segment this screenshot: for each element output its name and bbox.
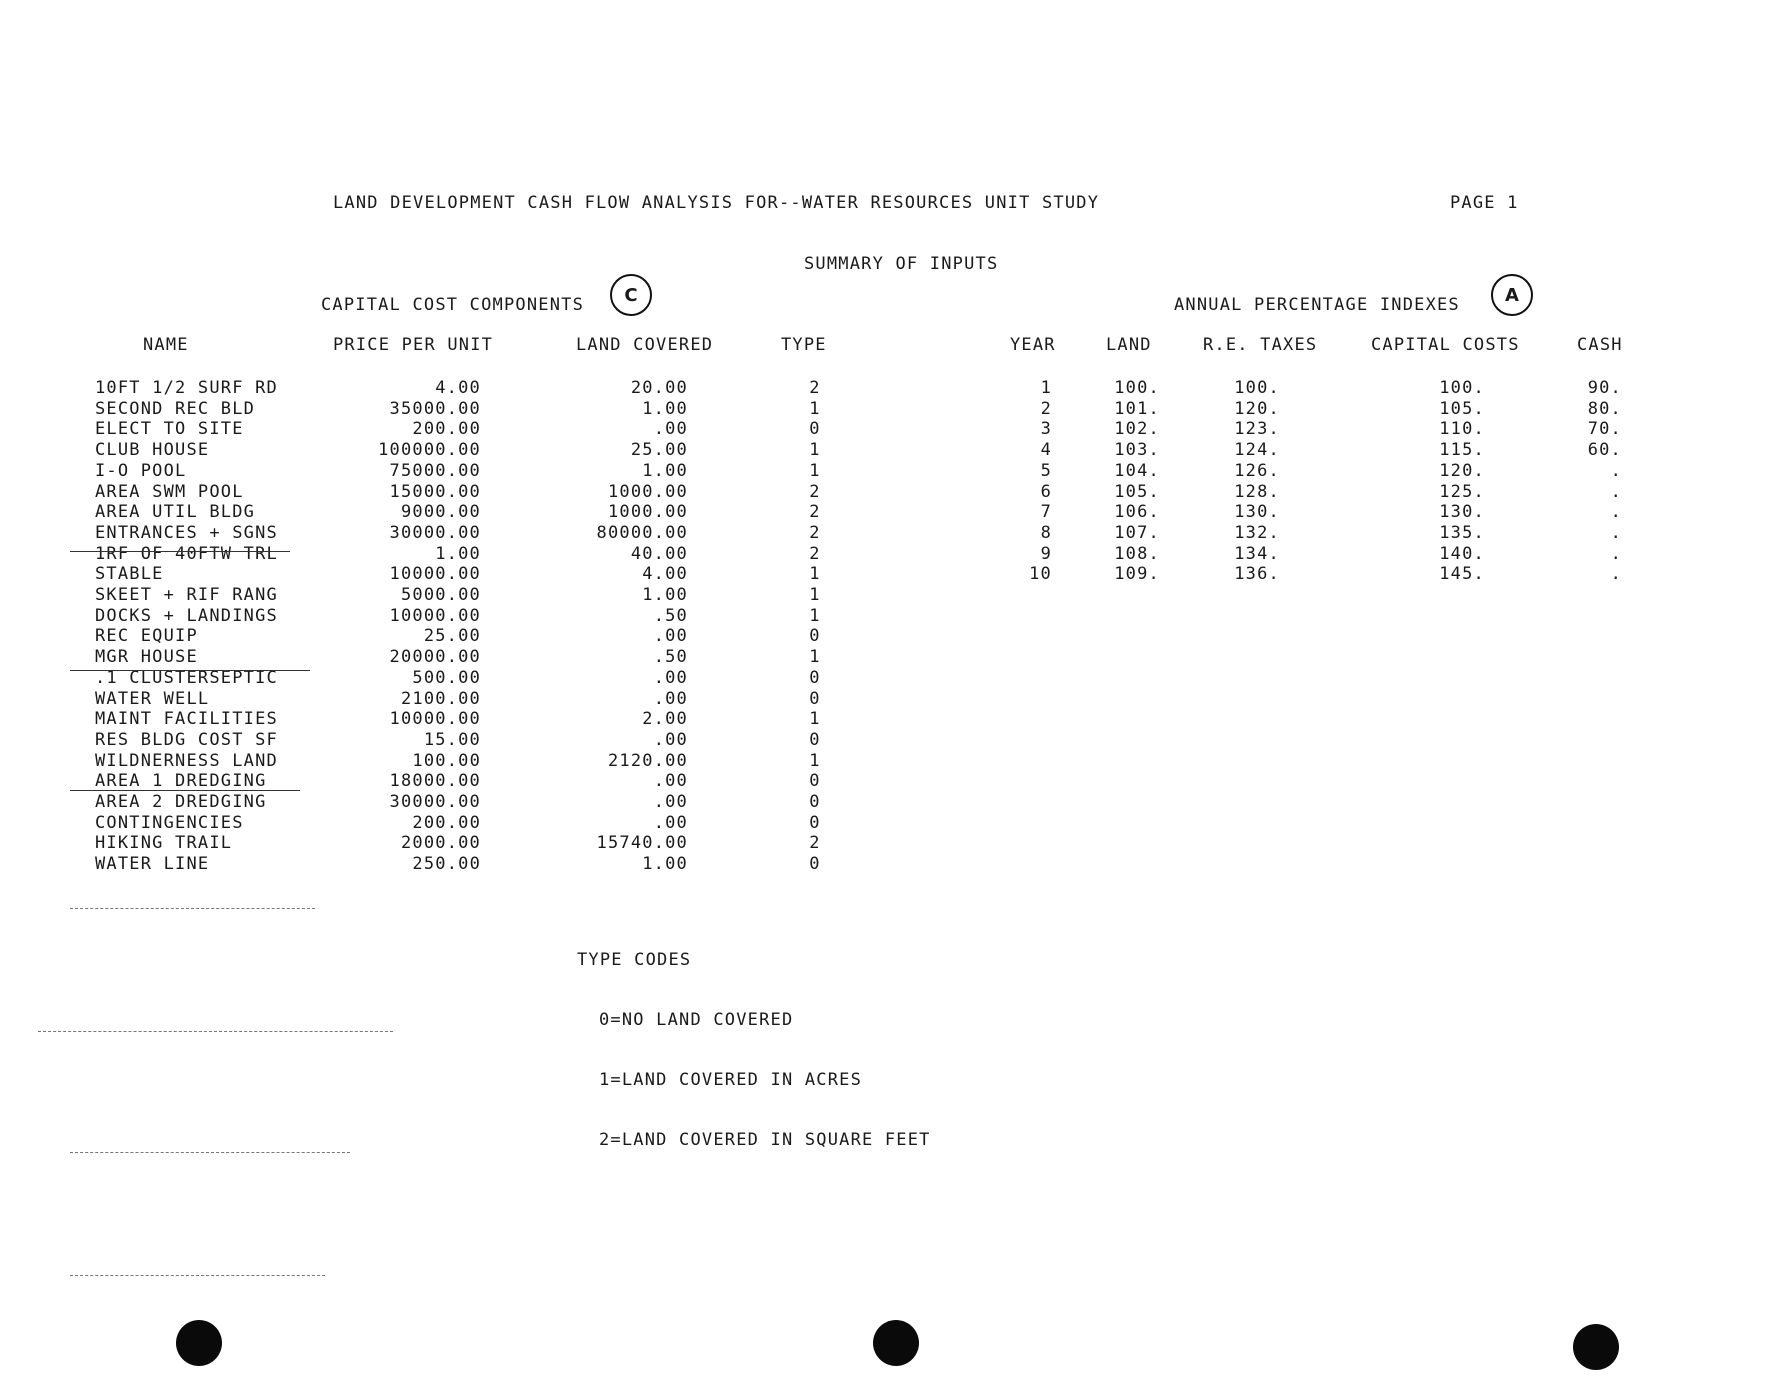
land-covered: 1.00 <box>642 585 688 605</box>
land-index: 101. <box>1114 398 1160 419</box>
component-name: WATER WELL <box>95 688 210 709</box>
table-row <box>0 564 1791 584</box>
type-code-0: 0=NO LAND COVERED <box>599 1010 794 1030</box>
type-code: 0 <box>809 854 821 875</box>
underline-mark <box>70 670 310 672</box>
cash-index: 60. <box>1587 440 1622 461</box>
land-covered: 1.00 <box>642 854 688 875</box>
table-row <box>0 399 1791 419</box>
component-name: 10FT 1/2 SURF RD <box>95 378 278 398</box>
price-per-unit: 75000.00 <box>389 460 481 481</box>
land-index: 103. <box>1114 440 1160 461</box>
re-taxes-index: 130. <box>1234 502 1280 523</box>
component-name: CONTINGENCIES <box>95 812 244 833</box>
table-row <box>0 440 1791 460</box>
table-row <box>0 606 1791 626</box>
table-row <box>0 813 1791 833</box>
type-code-2: 2=LAND COVERED IN SQUARE FEET <box>599 1130 931 1150</box>
price-per-unit: 30000.00 <box>389 522 481 543</box>
land-index: 105. <box>1114 481 1160 502</box>
land-covered: 1.00 <box>642 398 688 419</box>
table-row <box>0 647 1791 667</box>
component-name: HIKING TRAIL <box>95 833 233 854</box>
price-per-unit: 15000.00 <box>389 481 481 502</box>
type-code-1: 1=LAND COVERED IN ACRES <box>599 1070 863 1090</box>
land-covered: .00 <box>653 812 688 833</box>
col-header-year: YEAR <box>1010 335 1056 355</box>
land-covered: 25.00 <box>630 440 688 461</box>
re-taxes-index: 124. <box>1234 440 1280 461</box>
price-per-unit: 200.00 <box>412 419 481 440</box>
capital-costs-index: 100. <box>1439 378 1485 398</box>
table-row <box>0 523 1791 543</box>
type-code: 0 <box>809 626 821 647</box>
col-header-land: LAND <box>1106 335 1152 355</box>
circled-c-mark: C <box>610 274 652 316</box>
year: 4 <box>1040 440 1052 461</box>
cash-index: . <box>1610 460 1622 481</box>
price-per-unit: 500.00 <box>412 667 481 688</box>
col-header-land-covered: LAND COVERED <box>576 335 714 355</box>
year: 6 <box>1040 481 1052 502</box>
year: 8 <box>1040 522 1052 543</box>
type-code: 0 <box>809 729 821 750</box>
table-row <box>0 833 1791 853</box>
capital-costs-index: 115. <box>1439 440 1485 461</box>
re-taxes-index: 134. <box>1234 543 1280 564</box>
scan-artifact-line <box>70 1152 350 1154</box>
type-code: 1 <box>809 440 821 461</box>
type-code: 1 <box>809 750 821 771</box>
price-per-unit: 100.00 <box>412 750 481 771</box>
land-covered: 20.00 <box>630 378 688 398</box>
capital-costs-index: 120. <box>1439 460 1485 481</box>
land-covered: .50 <box>653 647 688 668</box>
component-name: AREA UTIL BLDG <box>95 502 256 523</box>
land-covered: 1.00 <box>642 460 688 481</box>
table-row <box>0 482 1791 502</box>
table-row <box>0 751 1791 771</box>
page-number: PAGE 1 <box>1450 193 1519 213</box>
cash-index: 90. <box>1587 378 1622 398</box>
component-name: STABLE <box>95 564 164 585</box>
cash-index: 70. <box>1587 419 1622 440</box>
price-per-unit: 10000.00 <box>389 605 481 626</box>
report-title: LAND DEVELOPMENT CASH FLOW ANALYSIS FOR--WATER RESOURCES UNIT STUDY <box>333 193 1100 213</box>
type-code: 2 <box>809 481 821 502</box>
component-name: SKEET + RIF RANG <box>95 585 278 605</box>
price-per-unit: 2000.00 <box>400 833 481 854</box>
cash-index: . <box>1610 502 1622 523</box>
type-code: 0 <box>809 771 821 792</box>
price-per-unit: 25.00 <box>423 626 481 647</box>
land-index: 104. <box>1114 460 1160 481</box>
capital-section-title: CAPITAL COST COMPONENTS <box>321 295 585 315</box>
type-code: 1 <box>809 605 821 626</box>
col-header-capital-costs: CAPITAL COSTS <box>1371 335 1520 355</box>
table-row <box>0 461 1791 481</box>
land-covered: 40.00 <box>630 543 688 564</box>
component-name: MAINT FACILITIES <box>95 709 278 730</box>
component-name: AREA SWM POOL <box>95 481 244 502</box>
type-code: 2 <box>809 502 821 523</box>
land-covered: .00 <box>653 792 688 812</box>
table-row <box>0 709 1791 729</box>
table-row <box>0 792 1791 812</box>
component-name: ELECT TO SITE <box>95 419 244 440</box>
component-name: I-O POOL <box>95 460 187 481</box>
binder-hole <box>873 1320 919 1366</box>
col-header-type: TYPE <box>781 335 827 355</box>
land-index: 107. <box>1114 522 1160 543</box>
table-row <box>0 419 1791 439</box>
type-code: 1 <box>809 647 821 668</box>
table-row <box>0 854 1791 874</box>
year: 10 <box>1029 564 1052 585</box>
land-covered: .00 <box>653 419 688 440</box>
binder-hole <box>176 1320 222 1366</box>
type-code: 1 <box>809 585 821 605</box>
land-covered: 80000.00 <box>596 522 688 543</box>
price-per-unit: 9000.00 <box>400 502 481 523</box>
re-taxes-index: 132. <box>1234 522 1280 543</box>
col-header-cash: CASH <box>1577 335 1623 355</box>
table-row <box>0 771 1791 791</box>
land-covered: .00 <box>653 626 688 647</box>
table-row <box>0 689 1791 709</box>
type-code: 0 <box>809 812 821 833</box>
type-code: 2 <box>809 378 821 398</box>
component-name: MGR HOUSE <box>95 647 198 668</box>
indexes-section-title: ANNUAL PERCENTAGE INDEXES <box>1174 295 1460 315</box>
land-index: 108. <box>1114 543 1160 564</box>
land-covered: .00 <box>653 771 688 792</box>
component-name: WATER LINE <box>95 854 210 875</box>
price-per-unit: 1.00 <box>435 543 481 564</box>
re-taxes-index: 128. <box>1234 481 1280 502</box>
cash-index: . <box>1610 522 1622 543</box>
type-code: 0 <box>809 792 821 812</box>
scan-artifact-line <box>38 1031 393 1033</box>
component-name: .1 CLUSTERSEPTIC <box>95 667 278 688</box>
type-codes-legend <box>577 910 931 1170</box>
type-code: 2 <box>809 543 821 564</box>
table-row <box>0 585 1791 605</box>
land-index: 109. <box>1114 564 1160 585</box>
land-covered: 15740.00 <box>596 833 688 854</box>
price-per-unit: 18000.00 <box>389 771 481 792</box>
land-covered: 4.00 <box>642 564 688 585</box>
capital-costs-index: 140. <box>1439 543 1485 564</box>
scan-artifact-line <box>70 908 315 910</box>
land-covered: 2120.00 <box>607 750 688 771</box>
col-header-price: PRICE PER UNIT <box>333 335 494 355</box>
cash-index: . <box>1610 481 1622 502</box>
type-code: 1 <box>809 709 821 730</box>
summary-heading: SUMMARY OF INPUTS <box>804 254 999 274</box>
price-per-unit: 100000.00 <box>378 440 481 461</box>
land-covered: .00 <box>653 688 688 709</box>
component-name: DOCKS + LANDINGS <box>95 605 278 626</box>
type-code: 1 <box>809 564 821 585</box>
component-name: 1RF OF 40FTW TRL <box>95 543 278 564</box>
price-per-unit: 250.00 <box>412 854 481 875</box>
table-row <box>0 730 1791 750</box>
land-covered: .00 <box>653 667 688 688</box>
re-taxes-index: 126. <box>1234 460 1280 481</box>
price-per-unit: 4.00 <box>435 378 481 398</box>
land-covered: 2.00 <box>642 709 688 730</box>
circled-a-mark: A <box>1491 274 1533 316</box>
component-name: WILDNERNESS LAND <box>95 750 278 771</box>
land-index: 106. <box>1114 502 1160 523</box>
component-name: RES BLDG COST SF <box>95 729 278 750</box>
component-name: AREA 1 DREDGING <box>95 771 267 792</box>
binder-hole <box>1573 1324 1619 1370</box>
land-covered: .00 <box>653 729 688 750</box>
component-name: CLUB HOUSE <box>95 440 210 461</box>
cash-index: 80. <box>1587 398 1622 419</box>
price-per-unit: 2100.00 <box>400 688 481 709</box>
component-name: SECOND REC BLD <box>95 398 256 419</box>
col-header-re-taxes: R.E. TAXES <box>1203 335 1318 355</box>
capital-costs-index: 125. <box>1439 481 1485 502</box>
price-per-unit: 5000.00 <box>400 585 481 605</box>
component-name: ENTRANCES + SGNS <box>95 522 278 543</box>
type-code: 0 <box>809 419 821 440</box>
capital-costs-index: 105. <box>1439 398 1485 419</box>
component-name: REC EQUIP <box>95 626 198 647</box>
year: 1 <box>1040 378 1052 398</box>
capital-costs-index: 145. <box>1439 564 1485 585</box>
year: 7 <box>1040 502 1052 523</box>
year: 3 <box>1040 419 1052 440</box>
type-codes-title: TYPE CODES <box>577 950 692 970</box>
price-per-unit: 15.00 <box>423 729 481 750</box>
cash-index: . <box>1610 543 1622 564</box>
land-covered: 1000.00 <box>607 481 688 502</box>
year: 2 <box>1040 398 1052 419</box>
cash-index: . <box>1610 564 1622 585</box>
underline-mark <box>70 790 300 792</box>
price-per-unit: 20000.00 <box>389 647 481 668</box>
price-per-unit: 35000.00 <box>389 398 481 419</box>
underline-mark <box>70 551 290 553</box>
price-per-unit: 30000.00 <box>389 792 481 812</box>
year: 5 <box>1040 460 1052 481</box>
land-index: 102. <box>1114 419 1160 440</box>
type-code: 0 <box>809 667 821 688</box>
capital-costs-index: 130. <box>1439 502 1485 523</box>
component-name: AREA 2 DREDGING <box>95 792 267 812</box>
re-taxes-index: 120. <box>1234 398 1280 419</box>
capital-costs-index: 135. <box>1439 522 1485 543</box>
capital-costs-index: 110. <box>1439 419 1485 440</box>
type-code: 1 <box>809 460 821 481</box>
type-code: 2 <box>809 833 821 854</box>
table-row <box>0 502 1791 522</box>
price-per-unit: 200.00 <box>412 812 481 833</box>
land-covered: 1000.00 <box>607 502 688 523</box>
land-covered: .50 <box>653 605 688 626</box>
table-row <box>0 544 1791 564</box>
table-row <box>0 626 1791 646</box>
scan-artifact-line <box>70 1275 325 1277</box>
price-per-unit: 10000.00 <box>389 564 481 585</box>
col-header-name: NAME <box>143 335 189 355</box>
type-code: 0 <box>809 688 821 709</box>
land-index: 100. <box>1114 378 1160 398</box>
type-code: 1 <box>809 398 821 419</box>
year: 9 <box>1040 543 1052 564</box>
re-taxes-index: 136. <box>1234 564 1280 585</box>
re-taxes-index: 123. <box>1234 419 1280 440</box>
re-taxes-index: 100. <box>1234 378 1280 398</box>
table-row <box>0 378 1791 398</box>
type-code: 2 <box>809 522 821 543</box>
price-per-unit: 10000.00 <box>389 709 481 730</box>
